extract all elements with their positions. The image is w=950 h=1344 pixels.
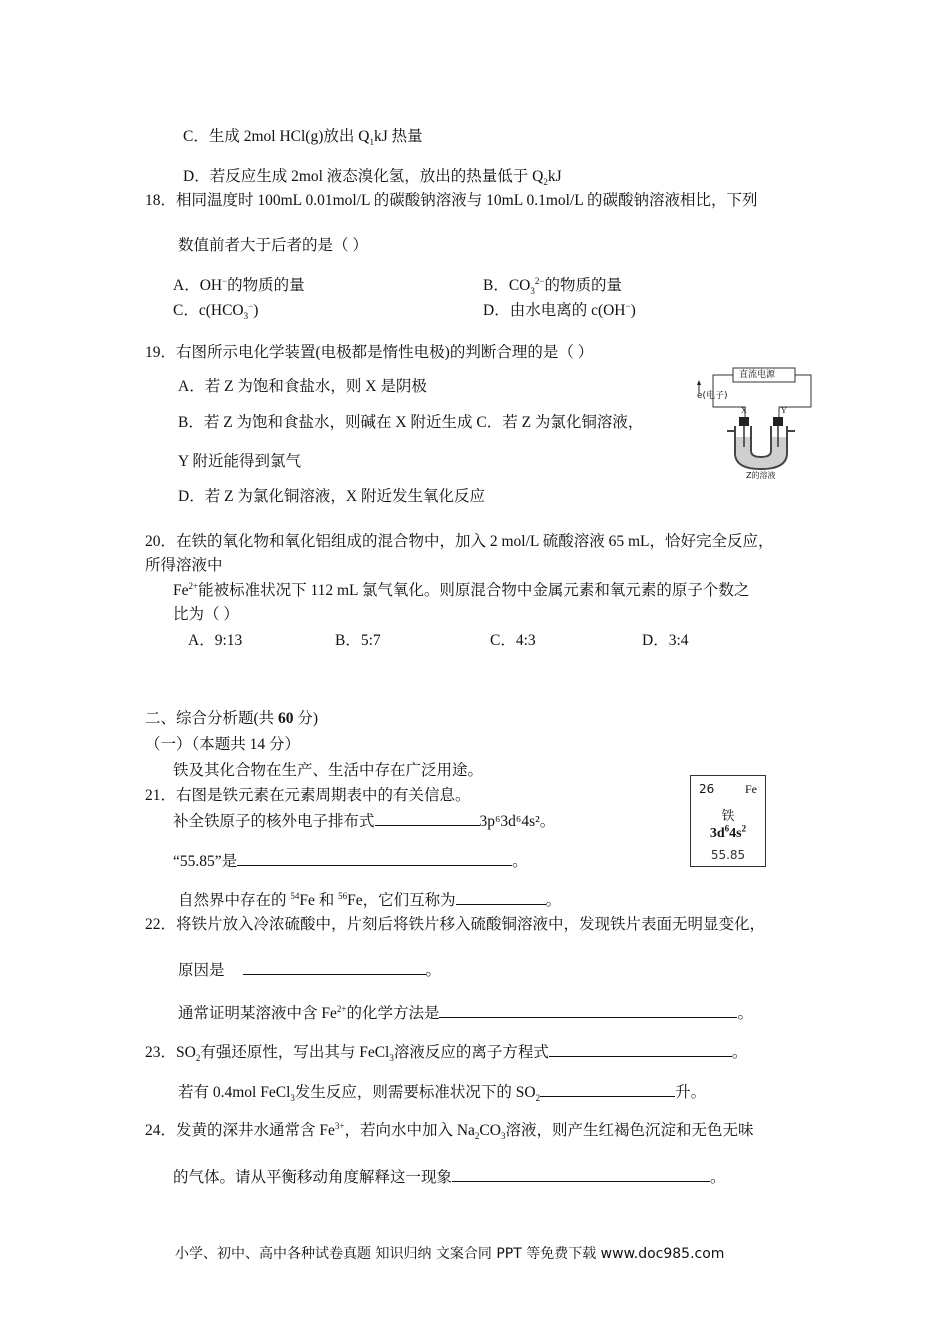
q20-stem-2: 所得溶液中 xyxy=(145,557,223,574)
q20-stem-4: 比为（ ） xyxy=(173,606,239,623)
electrolysis-figure xyxy=(693,365,833,480)
q20-option-b: B．5:7 xyxy=(335,632,381,649)
atomic-number: 26 xyxy=(699,782,715,796)
q20-option-d: D．3:4 xyxy=(642,632,689,649)
electron-config: $3d^64s^2$ xyxy=(709,823,747,841)
answer-blank[interactable] xyxy=(456,890,546,905)
q18-option-a: A．OH−的物质的量 xyxy=(173,275,305,294)
electrolysis-diagram xyxy=(693,365,833,480)
answer-blank[interactable] xyxy=(375,811,480,826)
answer-blank[interactable] xyxy=(243,960,426,975)
q18-stem: 18．相同温度时 100mL 0.01mol/L 的碳酸钠溶液与 10mL 0.1mol/L 的碳酸钠溶液相比，下列 xyxy=(145,192,758,209)
periodic-table-cell xyxy=(690,775,766,867)
q19-stem: 19．右图所示电化学装置(电极都是惰性电极)的判断合理的是（ ） xyxy=(145,344,594,361)
q23-stem: 23．$SO_2$有强还原性，写出其与 FeCl$_3$溶液反应的离子方程式 。 xyxy=(145,1044,748,1064)
q18-stem-cont: 数值前者大于后者的是（ ） xyxy=(178,237,368,254)
answer-blank[interactable] xyxy=(237,851,512,866)
section-title: 二、综合分析题(共 60 分) xyxy=(145,710,319,727)
q20-option-c: C．4:3 xyxy=(490,632,536,649)
q19-option-b: B．若 Z 为饱和食盐水，则碱在 X 附近生成 C．若 Z 为氯化铜溶液， xyxy=(178,414,644,431)
q19-option-b-cont: Y 附近能得到氯气 xyxy=(178,453,301,470)
solution-label: Z的溶液 xyxy=(746,471,776,480)
electrode-y-label: Y xyxy=(781,406,787,415)
electrode-x-label: X xyxy=(741,406,747,415)
q24-line-2: 的气体。请从平衡移动角度解释这一现象 。 xyxy=(173,1169,726,1186)
q20-stem: 20．在铁的氧化物和氧化铝组成的混合物中，加入 2 mol/L 硫酸溶液 65 mL，恰好完全反应， xyxy=(145,533,774,550)
q18-option-d: D．由水电离的 c(OH−) xyxy=(483,300,636,319)
element-symbol: Fe xyxy=(745,782,757,796)
q21-line-1: 补全铁原子的核外电子排布式 3p⁶3d⁶4s²。 xyxy=(173,813,556,830)
power-source-label: 直流电源 xyxy=(739,370,776,380)
q21-line-2: “55.85”是 。 xyxy=(173,853,528,870)
q21-stem: 21．右图是铁元素在元素周期表中的有关信息。 xyxy=(145,787,471,804)
section-intro: 铁及其化合物在生产、生活中存在广泛用途。 xyxy=(173,762,484,779)
q22-reason: 原因是 。 xyxy=(178,962,442,979)
electron-label: e(电子) xyxy=(697,391,728,401)
answer-blank[interactable] xyxy=(549,1042,732,1057)
q17-option-d: D．若反应生成 2mol 液态溴化氢，放出的热量低于 $Q_2kJ$ xyxy=(183,168,562,188)
answer-blank[interactable] xyxy=(452,1167,710,1182)
q22-method: 通常证明某溶液中含 $Fe^{2+}$的化学方法是 。 xyxy=(178,1003,753,1022)
element-name: 铁 xyxy=(721,808,735,823)
q23-line-2: 若有 0.4mol FeCl$_3$发生反应，则需要标准状况下的 $SO_2$ 升。 xyxy=(178,1084,707,1104)
q19-option-a: A．若 Z 为饱和食盐水，则 X 是阴极 xyxy=(178,378,427,395)
q17-option-c: C．生成 2mol HCl(g)放出 $Q_1kJ$ 热量 xyxy=(183,128,423,148)
q24-stem: 24．发黄的深井水通常含 $Fe^{3+}$，若向水中加入 $Na_2CO_3$溶液，则产生红褐色沉淀和无色无味 xyxy=(145,1120,754,1142)
atomic-mass: 55.85 xyxy=(710,848,746,862)
answer-blank[interactable] xyxy=(540,1082,675,1097)
q22-stem: 22．将铁片放入冷浓硫酸中，片刻后将铁片移入硫酸铜溶液中，发现铁片表面无明显变化， xyxy=(145,916,766,933)
q18-option-c: C．$c(HCO_3^-)$ xyxy=(173,300,259,322)
q20-stem-3: $Fe^{2+}$能被标准状况下 112 mL 氯气氧化。则原混合物中金属元素和氧元素的原子个数之 xyxy=(173,580,750,599)
answer-blank[interactable] xyxy=(439,1003,737,1018)
part-title: （一）（本题共 14 分） xyxy=(145,736,301,753)
q20-option-a: A．9:13 xyxy=(188,632,243,649)
q18-option-b-text: B．$CO_3^{2-}$的物质的量 xyxy=(483,275,622,297)
q19-option-d: D．若 Z 为氯化铜溶液，X 附近发生氧化反应 xyxy=(178,488,485,505)
q21-line-3: 自然界中存在的 $^{54}$Fe 和 $^{56}$Fe，它们互称为 。 xyxy=(178,890,562,909)
footer-text: 小学、初中、高中各种试卷真题 知识归纳 文案合同 PPT 等免费下载 www.doc985.com xyxy=(175,1246,725,1262)
